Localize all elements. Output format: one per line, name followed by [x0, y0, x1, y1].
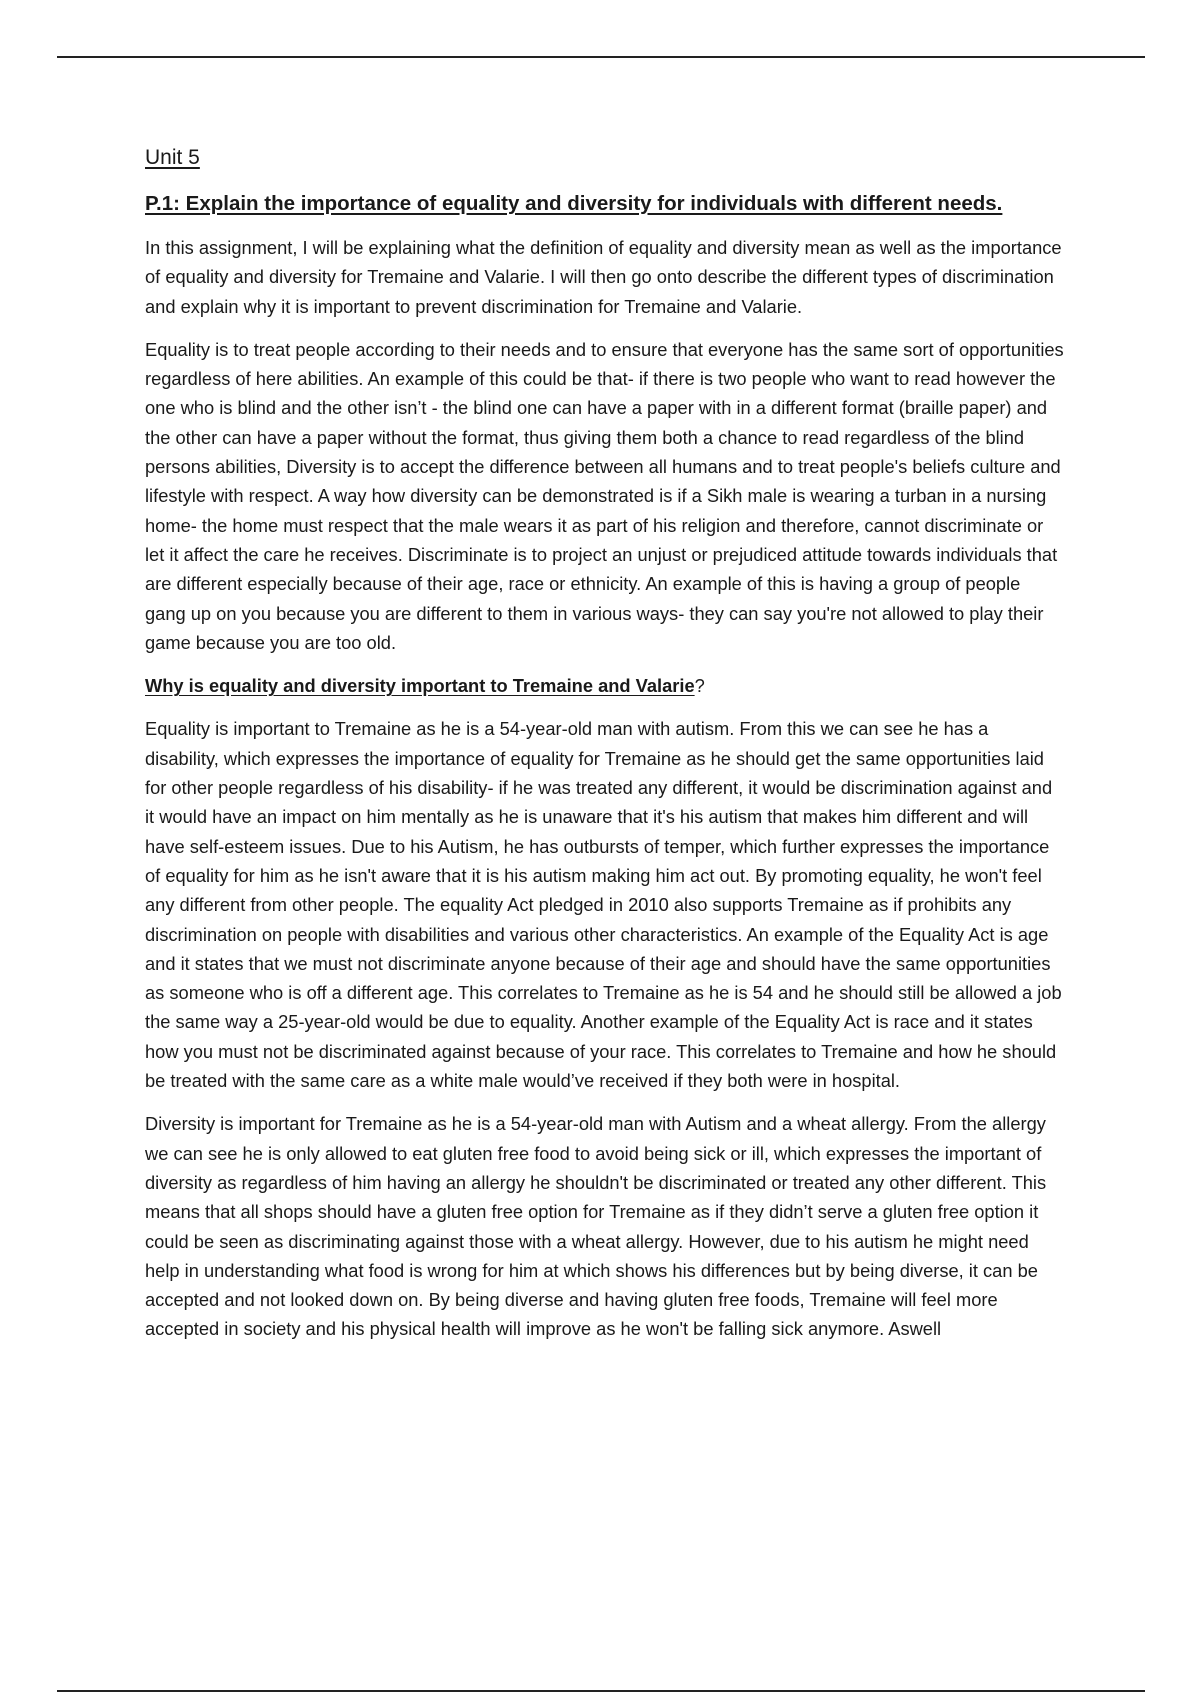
intro-paragraph: In this assignment, I will be explaining what the definition of equality and diversity mean as well as the importance of equality and diversity for Tremaine and Valarie. I will then go onto describe the different types of discrimination and explain why it is important to prevent discrimination for Tremaine and Valarie. [145, 237, 1062, 317]
diversity-paragraph: Diversity is important for Tremaine as he is a 54-year-old man with Autism and a wheat allergy. From the allergy we can see he is only allowed to eat gluten free food to avoid being sick or ill, which expresses the important of diversity as regardless of him having an allergy he shouldn't be discriminated or treated any other different. This means that all shops should have a gluten free option for Tremaine as if they didn’t serve a gluten free option it could be seen as discriminating against those with a wheat allergy. However, due to his autism he might need help in understanding what food is wrong for him at which shows his differences but by being diverse, it can be accepted and not looked down on. By being diverse and having gluten free foods, Tremaine will feel more accepted in society and his physical health will improve as he won't be falling sick anymore. Aswell [145, 1113, 1047, 1340]
equality-paragraph: Equality is important to Tremaine as he is a 54-year-old man with autism. From this we can see he has a disability, which expresses the importance of equality for Tremaine as he should get the same opportunities laid for other people regardless of his disability- if he was treated any different, it would be discrimination against and it would have an impact on him mentally as he is unaware that it's his autism that makes him different and will have self-esteem issues. Due to his Autism, he has outbursts of temper, which further expresses the importance of equality for him as he isn't aware that it is his autism making him act out. By promoting equality, he won't feel any different from other people. The equality Act pledged in 2010 also supports Tremaine as if prohibits any discrimination on people with disabilities and various other characteristics. An example of the Equality Act is age and it states that we must not discriminate anyone because of their age and should have the same opportunities as someone who is off a different age. This correlates to Tremaine as he is 54 and he should still be allowed a job the same way a 25-year-old would be due to equality. Another example of the Equality Act is race and it states how you must not be discriminated against because of your race. This correlates to Tremaine and how he should be treated with the same care as a white male would’ve received if they both were in hospital. [145, 718, 1062, 1092]
document-body [145, 143, 1065, 1358]
subheading-text: Why is equality and diversity important to Tremaine and Valarie [145, 675, 695, 697]
bottom-rule [57, 1690, 1145, 1692]
definitions-paragraph: Equality is to treat people according to their needs and to ensure that everyone has the same sort of opportunities regardless of here abilities. An example of this could be that- if there is two people who want to read however the one who is blind and the other isn’t - the blind one can have a paper with in a different format (braille paper) and the other can have a paper without the format, thus giving them both a chance to read regardless of the blind persons abilities, Diversity is to accept the difference between all humans and to treat people's beliefs culture and lifestyle with respect. A way how diversity can be demonstrated is if a Sikh male is wearing a turban in a nursing home- the home must respect that the male wears it as part of his religion and therefore, cannot discriminate or let it affect the care he receives. Discriminate is to project an unjust or prejudiced attitude towards individuals that are different especially because of their age, race or ethnicity. An example of this is having a group of people gang up on you because you are different to them in various ways- they can say you're not allowed to play their game because you are too old. [145, 338, 1064, 653]
unit-title: Unit 5 [145, 146, 200, 169]
assignment-heading: P.1: Explain the importance of equality and diversity for individuals with different needs. [145, 192, 1003, 215]
subheading-punctuation: ? [694, 675, 705, 697]
top-rule [57, 56, 1145, 58]
section-subheading [145, 671, 1065, 700]
